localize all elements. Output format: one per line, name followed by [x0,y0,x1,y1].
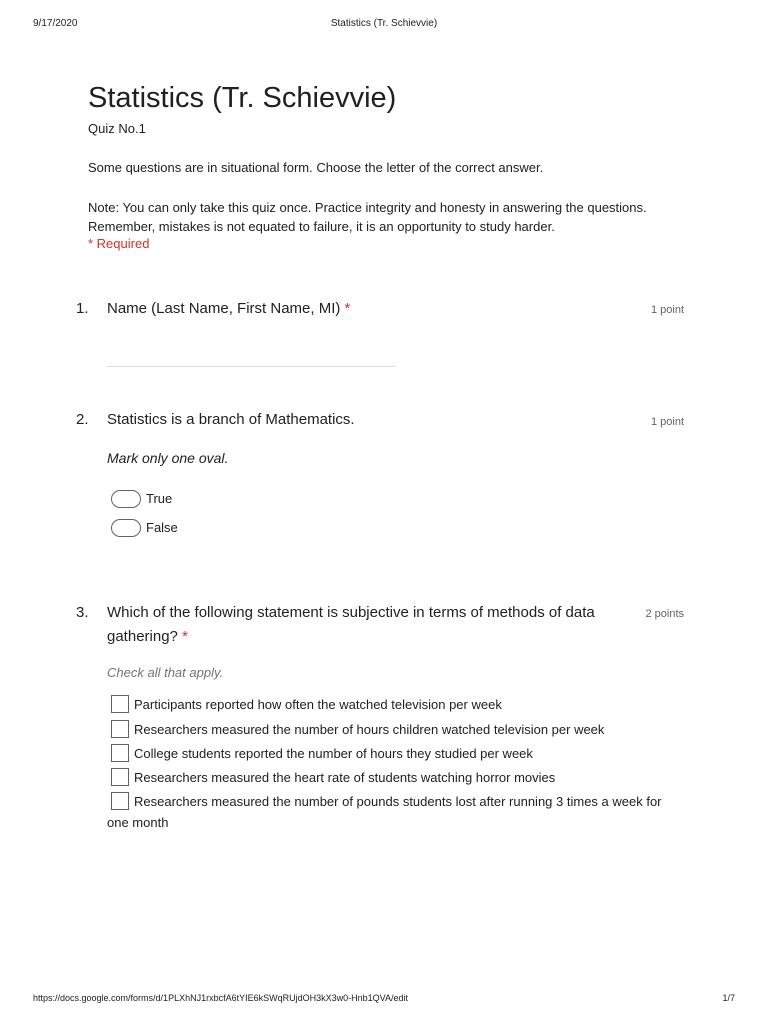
checkbox-label: Researchers measured the number of pounds students lost after running 3 times a week for one month [107,794,662,830]
question-text: Statistics is a branch of Mathematics. [107,411,355,428]
question-instruction: Mark only one oval. [107,450,229,466]
print-url: https://docs.google.com/forms/d/1PLXhNJ1rxbcfA6tYIE6kSWqRUjdOH3kX3w0-Hnb1QVA/edit [33,993,408,1003]
radio-option-label: False [146,520,178,535]
checkbox[interactable] [111,768,129,786]
form-title: Statistics (Tr. Schievvie) [88,82,397,114]
checkbox-label: Participants reported how often the watched television per week [134,697,502,712]
radio-oval[interactable] [111,490,141,508]
checkbox-option[interactable] [107,694,677,715]
form-note: Note: You can only take this quiz once. Practice integrity and honesty in answering the questions. Remember, mistakes is not equated to failure, it is an opportunity to study harder. [88,200,647,234]
page-number: 1/7 [722,993,735,1003]
form-subtitle: Quiz No.1 [88,121,146,136]
required-asterisk: * [182,628,188,645]
checkbox-label: Researchers measured the heart rate of students watching horror movies [134,770,556,785]
print-date: 9/17/2020 [33,18,78,29]
print-title: Statistics (Tr. Schievvie) [330,18,438,29]
question-number: 1. [76,300,89,317]
checkbox-option[interactable] [107,743,677,764]
question-text-content: Name (Last Name, First Name, MI) [107,300,341,317]
checkbox[interactable] [111,792,129,810]
checkbox[interactable] [111,720,129,738]
question-number: 3. [76,604,89,621]
form-description: Some questions are in situational form. Choose the letter of the correct answer. [88,160,544,175]
checkbox[interactable] [111,695,129,713]
required-asterisk: * [344,300,351,317]
print-header [0,18,768,32]
question-points: 1 point [650,416,684,428]
question-text [107,601,632,649]
radio-option-label: True [146,491,173,506]
question-instruction: Check all that apply. [107,665,224,680]
checkbox-option[interactable] [107,791,677,833]
question-text-content: Which of the following statement is subjective in terms of methods of data gathering? [107,604,595,645]
question-text [107,297,627,321]
question-points: 1 point [650,304,684,316]
checkbox-label: College students reported the number of hours they studied per week [134,746,533,761]
required-note: * Required [88,236,150,251]
checkbox[interactable] [111,744,129,762]
question-number: 2. [76,411,89,428]
checkbox-option[interactable] [107,767,677,788]
name-answer-field[interactable] [107,366,396,367]
checkbox-label: Researchers measured the number of hours children watched television per week [134,722,605,737]
checkbox-option[interactable] [107,719,677,740]
print-footer [0,993,768,1007]
question-points: 2 points [645,608,684,620]
radio-oval[interactable] [111,519,141,537]
